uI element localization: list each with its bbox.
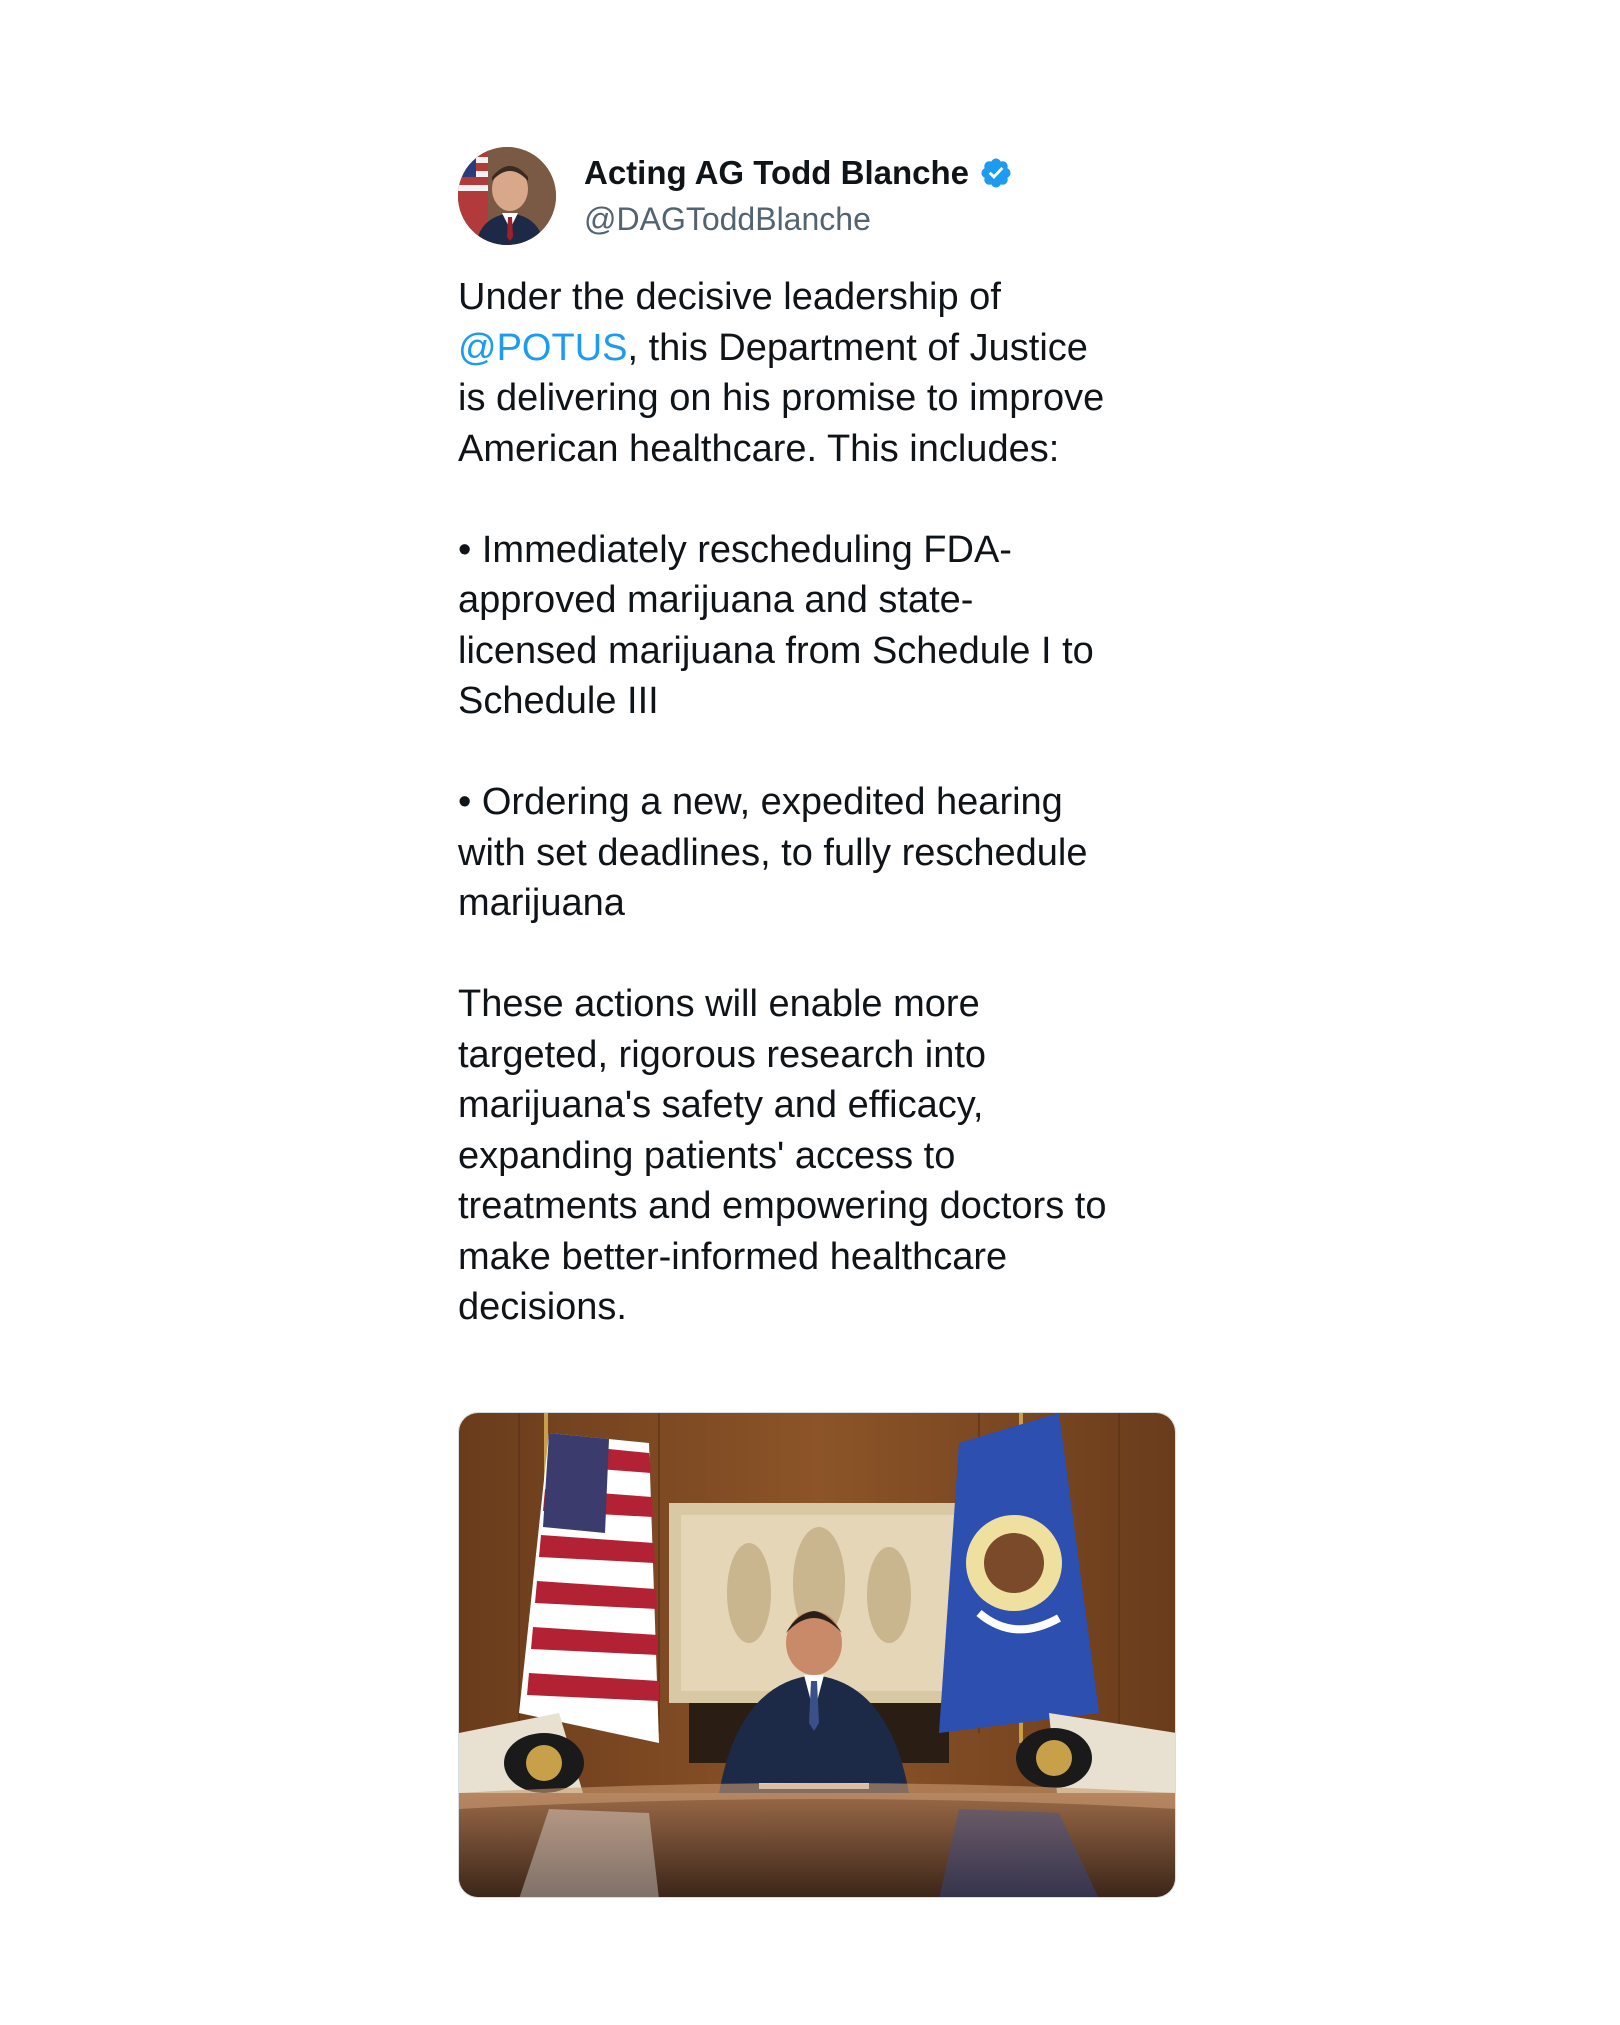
tweet-text-segment: • Ordering a new, expedited hearing xyxy=(458,781,1063,823)
avatar[interactable] xyxy=(458,147,556,245)
author-name-row xyxy=(584,151,1013,195)
tweet-text-line xyxy=(458,1080,1188,1131)
tweet-text-segment: make better-informed healthcare xyxy=(458,1235,1008,1278)
tweet-text-segment: decisions. xyxy=(458,1286,627,1328)
author-names xyxy=(584,151,1013,241)
tweet-text-line xyxy=(458,373,1188,424)
tweet-text-segment: These actions will enable more xyxy=(458,983,980,1025)
tweet-text-line xyxy=(458,1232,1188,1283)
tweet-text-line xyxy=(458,626,1188,677)
tweet-text-segment: treatments and empowering doctors to xyxy=(458,1185,1107,1227)
mention-link[interactable]: @POTUS xyxy=(458,326,628,369)
verified-badge-icon xyxy=(979,156,1013,190)
avatar-image xyxy=(458,147,556,245)
tweet-text xyxy=(458,272,1188,1333)
tweet-text-segment: expanding patients' access to xyxy=(458,1134,956,1177)
tweet-text-line xyxy=(458,424,1188,475)
tweet-text-segment: marijuana's safety and efficacy, xyxy=(458,1084,984,1126)
tweet-text-segment: licensed marijuana from Schedule I to xyxy=(458,629,1094,672)
tweet-paragraph xyxy=(458,777,1188,929)
tweet-text-segment: marijuana xyxy=(458,882,625,924)
tweet-text-line xyxy=(458,777,1188,828)
tweet-text-line xyxy=(458,878,1188,929)
tweet-text-segment: , this Department of Justice xyxy=(627,326,1088,369)
tweet-text-segment: • Immediately rescheduling FDA- xyxy=(458,528,1012,571)
tweet-text-line xyxy=(458,1181,1188,1232)
tweet-paragraph xyxy=(458,272,1188,474)
tweet-header xyxy=(458,146,1188,246)
tweet-paragraph xyxy=(458,525,1188,727)
tweet-text-line xyxy=(458,979,1188,1030)
tweet-paragraph xyxy=(458,979,1188,1333)
tweet-text-segment: American healthcare. This includes: xyxy=(458,427,1060,470)
tweet-text-line xyxy=(458,272,1188,323)
tweet-text-segment: approved marijuana and state- xyxy=(458,579,974,621)
author-display-name[interactable]: Acting AG Todd Blanche xyxy=(584,154,969,191)
tweet-media[interactable] xyxy=(458,1412,1176,1898)
tweet-text-line xyxy=(458,1030,1188,1081)
tweet-text-line xyxy=(458,676,1188,727)
tweet xyxy=(458,146,1188,1333)
tweet-text-segment: Under the decisive leadership of xyxy=(458,276,1001,318)
tweet-text-line xyxy=(458,828,1188,879)
tweet-text-line xyxy=(458,1131,1188,1182)
tweet-text-segment: targeted, rigorous research into xyxy=(458,1033,987,1076)
tweet-text-segment: Schedule III xyxy=(458,680,659,722)
tweet-text-line xyxy=(458,575,1188,626)
tweet-text-line xyxy=(458,323,1188,374)
tweet-text-line xyxy=(458,1282,1188,1333)
tweet-text-segment: is delivering on his promise to improve xyxy=(458,377,1105,419)
photo-official-signing-document xyxy=(459,1413,1176,1898)
tweet-text-line xyxy=(458,525,1188,576)
author-handle[interactable]: @DAGToddBlanche xyxy=(584,201,871,237)
tweet-text-segment: with set deadlines, to fully reschedule xyxy=(458,831,1088,874)
